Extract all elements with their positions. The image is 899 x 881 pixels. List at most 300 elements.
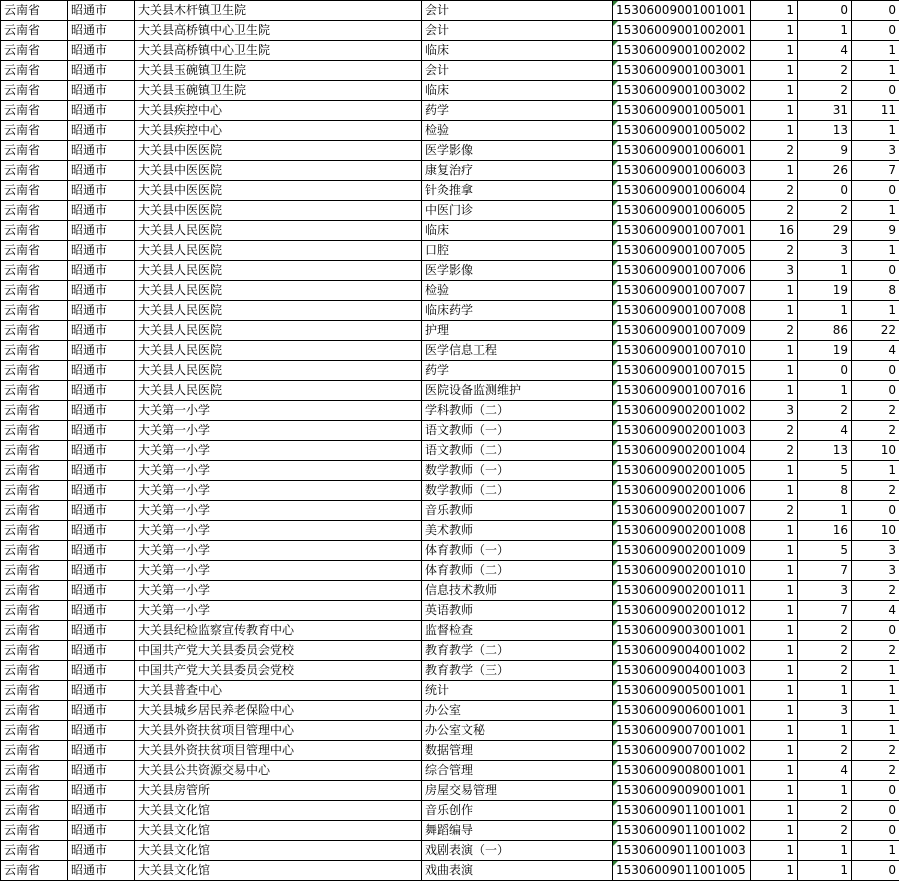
- paid-count-cell[interactable]: 2: [852, 401, 899, 421]
- position-code-cell[interactable]: 15306009009001001: [613, 781, 751, 801]
- quota-cell[interactable]: 2: [751, 181, 798, 201]
- position-code-cell[interactable]: 15306009007001002: [613, 741, 751, 761]
- paid-count-cell[interactable]: 11: [852, 101, 899, 121]
- position-code-cell[interactable]: 15306009011001005: [613, 861, 751, 881]
- quota-cell[interactable]: 2: [751, 441, 798, 461]
- applicants-cell[interactable]: 2: [798, 201, 852, 221]
- province-cell[interactable]: 云南省: [1, 181, 68, 201]
- applicants-cell[interactable]: 1: [798, 381, 852, 401]
- province-cell[interactable]: 云南省: [1, 481, 68, 501]
- position-code-cell[interactable]: 15306009008001001: [613, 761, 751, 781]
- applicants-cell[interactable]: 1: [798, 721, 852, 741]
- position-cell[interactable]: 舞蹈编导: [422, 821, 613, 841]
- position-code-cell[interactable]: 15306009011001003: [613, 841, 751, 861]
- province-cell[interactable]: 云南省: [1, 41, 68, 61]
- quota-cell[interactable]: 1: [751, 461, 798, 481]
- position-code-cell[interactable]: 15306009002001002: [613, 401, 751, 421]
- applicants-cell[interactable]: 13: [798, 121, 852, 141]
- province-cell[interactable]: 云南省: [1, 281, 68, 301]
- city-cell[interactable]: 昭通市: [68, 61, 135, 81]
- quota-cell[interactable]: 1: [751, 781, 798, 801]
- position-cell[interactable]: 检验: [422, 121, 613, 141]
- province-cell[interactable]: 云南省: [1, 461, 68, 481]
- city-cell[interactable]: 昭通市: [68, 861, 135, 881]
- position-code-cell[interactable]: 15306009004001002: [613, 641, 751, 661]
- unit-name-cell[interactable]: 大关第一小学: [135, 501, 422, 521]
- city-cell[interactable]: 昭通市: [68, 401, 135, 421]
- province-cell[interactable]: 云南省: [1, 641, 68, 661]
- quota-cell[interactable]: 2: [751, 421, 798, 441]
- position-cell[interactable]: 医学影像: [422, 261, 613, 281]
- quota-cell[interactable]: 1: [751, 761, 798, 781]
- position-cell[interactable]: 医学信息工程: [422, 341, 613, 361]
- city-cell[interactable]: 昭通市: [68, 761, 135, 781]
- position-code-cell[interactable]: 15306009002001006: [613, 481, 751, 501]
- applicants-cell[interactable]: 0: [798, 1, 852, 21]
- province-cell[interactable]: 云南省: [1, 161, 68, 181]
- paid-count-cell[interactable]: 2: [852, 481, 899, 501]
- city-cell[interactable]: 昭通市: [68, 381, 135, 401]
- applicants-cell[interactable]: 0: [798, 181, 852, 201]
- applicants-cell[interactable]: 2: [798, 741, 852, 761]
- position-code-cell[interactable]: 15306009001007009: [613, 321, 751, 341]
- paid-count-cell[interactable]: 4: [852, 341, 899, 361]
- position-cell[interactable]: 数学教师（一）: [422, 461, 613, 481]
- paid-count-cell[interactable]: 0: [852, 1, 899, 21]
- position-code-cell[interactable]: 15306009011001001: [613, 801, 751, 821]
- quota-cell[interactable]: 1: [751, 61, 798, 81]
- quota-cell[interactable]: 1: [751, 541, 798, 561]
- position-cell[interactable]: 会计: [422, 1, 613, 21]
- quota-cell[interactable]: 2: [751, 321, 798, 341]
- city-cell[interactable]: 昭通市: [68, 121, 135, 141]
- city-cell[interactable]: 昭通市: [68, 481, 135, 501]
- quota-cell[interactable]: 1: [751, 841, 798, 861]
- position-cell[interactable]: 医院设备监测维护: [422, 381, 613, 401]
- position-cell[interactable]: 监督检查: [422, 621, 613, 641]
- province-cell[interactable]: 云南省: [1, 441, 68, 461]
- quota-cell[interactable]: 2: [751, 501, 798, 521]
- paid-count-cell[interactable]: 1: [852, 721, 899, 741]
- applicants-cell[interactable]: 13: [798, 441, 852, 461]
- province-cell[interactable]: 云南省: [1, 321, 68, 341]
- quota-cell[interactable]: 2: [751, 141, 798, 161]
- position-code-cell[interactable]: 15306009003001001: [613, 621, 751, 641]
- quota-cell[interactable]: 1: [751, 561, 798, 581]
- applicants-cell[interactable]: 29: [798, 221, 852, 241]
- position-cell[interactable]: 数学教师（二）: [422, 481, 613, 501]
- province-cell[interactable]: 云南省: [1, 821, 68, 841]
- paid-count-cell[interactable]: 2: [852, 581, 899, 601]
- paid-count-cell[interactable]: 1: [852, 301, 899, 321]
- position-code-cell[interactable]: 15306009001006005: [613, 201, 751, 221]
- unit-name-cell[interactable]: 大关县高桥镇中心卫生院: [135, 41, 422, 61]
- applicants-cell[interactable]: 2: [798, 661, 852, 681]
- city-cell[interactable]: 昭通市: [68, 581, 135, 601]
- paid-count-cell[interactable]: 0: [852, 381, 899, 401]
- unit-name-cell[interactable]: 大关县人民医院: [135, 261, 422, 281]
- position-cell[interactable]: 口腔: [422, 241, 613, 261]
- unit-name-cell[interactable]: 中国共产党大关县委员会党校: [135, 661, 422, 681]
- unit-name-cell[interactable]: 大关县中医医院: [135, 201, 422, 221]
- quota-cell[interactable]: 1: [751, 1, 798, 21]
- paid-count-cell[interactable]: 0: [852, 801, 899, 821]
- position-code-cell[interactable]: 15306009004001003: [613, 661, 751, 681]
- position-code-cell[interactable]: 15306009002001003: [613, 421, 751, 441]
- paid-count-cell[interactable]: 1: [852, 681, 899, 701]
- position-cell[interactable]: 统计: [422, 681, 613, 701]
- position-code-cell[interactable]: 15306009001003002: [613, 81, 751, 101]
- unit-name-cell[interactable]: 大关县人民医院: [135, 361, 422, 381]
- position-cell[interactable]: 体育教师（一）: [422, 541, 613, 561]
- quota-cell[interactable]: 1: [751, 161, 798, 181]
- city-cell[interactable]: 昭通市: [68, 681, 135, 701]
- position-code-cell[interactable]: 15306009011001002: [613, 821, 751, 841]
- paid-count-cell[interactable]: 3: [852, 541, 899, 561]
- province-cell[interactable]: 云南省: [1, 101, 68, 121]
- applicants-cell[interactable]: 4: [798, 761, 852, 781]
- position-cell[interactable]: 医学影像: [422, 141, 613, 161]
- quota-cell[interactable]: 1: [751, 801, 798, 821]
- quota-cell[interactable]: 2: [751, 241, 798, 261]
- quota-cell[interactable]: 1: [751, 581, 798, 601]
- position-code-cell[interactable]: 15306009001002001: [613, 21, 751, 41]
- city-cell[interactable]: 昭通市: [68, 101, 135, 121]
- paid-count-cell[interactable]: 2: [852, 421, 899, 441]
- unit-name-cell[interactable]: 大关县外资扶贫项目管理中心: [135, 741, 422, 761]
- unit-name-cell[interactable]: 大关县文化馆: [135, 861, 422, 881]
- quota-cell[interactable]: 1: [751, 601, 798, 621]
- position-code-cell[interactable]: 15306009001005001: [613, 101, 751, 121]
- paid-count-cell[interactable]: 3: [852, 561, 899, 581]
- applicants-cell[interactable]: 4: [798, 41, 852, 61]
- quota-cell[interactable]: 1: [751, 41, 798, 61]
- unit-name-cell[interactable]: 大关县中医医院: [135, 181, 422, 201]
- position-cell[interactable]: 学科教师（二）: [422, 401, 613, 421]
- province-cell[interactable]: 云南省: [1, 561, 68, 581]
- paid-count-cell[interactable]: 1: [852, 841, 899, 861]
- paid-count-cell[interactable]: 0: [852, 621, 899, 641]
- province-cell[interactable]: 云南省: [1, 741, 68, 761]
- unit-name-cell[interactable]: 大关县疾控中心: [135, 121, 422, 141]
- paid-count-cell[interactable]: 0: [852, 181, 899, 201]
- quota-cell[interactable]: 1: [751, 81, 798, 101]
- applicants-cell[interactable]: 19: [798, 281, 852, 301]
- quota-cell[interactable]: 1: [751, 341, 798, 361]
- city-cell[interactable]: 昭通市: [68, 141, 135, 161]
- position-code-cell[interactable]: 15306009002001005: [613, 461, 751, 481]
- paid-count-cell[interactable]: 0: [852, 861, 899, 881]
- province-cell[interactable]: 云南省: [1, 801, 68, 821]
- city-cell[interactable]: 昭通市: [68, 461, 135, 481]
- unit-name-cell[interactable]: 大关第一小学: [135, 421, 422, 441]
- paid-count-cell[interactable]: 9: [852, 221, 899, 241]
- paid-count-cell[interactable]: 1: [852, 461, 899, 481]
- position-cell[interactable]: 护理: [422, 321, 613, 341]
- unit-name-cell[interactable]: 大关县城乡居民养老保险中心: [135, 701, 422, 721]
- unit-name-cell[interactable]: 大关县疾控中心: [135, 101, 422, 121]
- paid-count-cell[interactable]: 1: [852, 121, 899, 141]
- applicants-cell[interactable]: 7: [798, 561, 852, 581]
- paid-count-cell[interactable]: 3: [852, 141, 899, 161]
- paid-count-cell[interactable]: 0: [852, 781, 899, 801]
- applicants-cell[interactable]: 8: [798, 481, 852, 501]
- position-code-cell[interactable]: 15306009001007008: [613, 301, 751, 321]
- province-cell[interactable]: 云南省: [1, 21, 68, 41]
- city-cell[interactable]: 昭通市: [68, 521, 135, 541]
- unit-name-cell[interactable]: 大关县纪检监察宣传教育中心: [135, 621, 422, 641]
- paid-count-cell[interactable]: 0: [852, 21, 899, 41]
- applicants-cell[interactable]: 1: [798, 841, 852, 861]
- applicants-cell[interactable]: 16: [798, 521, 852, 541]
- province-cell[interactable]: 云南省: [1, 381, 68, 401]
- paid-count-cell[interactable]: 1: [852, 61, 899, 81]
- position-cell[interactable]: 临床: [422, 221, 613, 241]
- position-code-cell[interactable]: 15306009001006001: [613, 141, 751, 161]
- position-code-cell[interactable]: 15306009002001011: [613, 581, 751, 601]
- paid-count-cell[interactable]: 1: [852, 241, 899, 261]
- paid-count-cell[interactable]: 1: [852, 701, 899, 721]
- quota-cell[interactable]: 1: [751, 821, 798, 841]
- applicants-cell[interactable]: 2: [798, 61, 852, 81]
- applicants-cell[interactable]: 1: [798, 501, 852, 521]
- paid-count-cell[interactable]: 2: [852, 761, 899, 781]
- paid-count-cell[interactable]: 22: [852, 321, 899, 341]
- province-cell[interactable]: 云南省: [1, 621, 68, 641]
- position-code-cell[interactable]: 15306009001007006: [613, 261, 751, 281]
- position-cell[interactable]: 教育教学（二）: [422, 641, 613, 661]
- applicants-cell[interactable]: 5: [798, 461, 852, 481]
- unit-name-cell[interactable]: 大关县普查中心: [135, 681, 422, 701]
- position-cell[interactable]: 戏剧表演（一）: [422, 841, 613, 861]
- position-code-cell[interactable]: 15306009001007007: [613, 281, 751, 301]
- paid-count-cell[interactable]: 10: [852, 521, 899, 541]
- position-cell[interactable]: 临床: [422, 41, 613, 61]
- quota-cell[interactable]: 16: [751, 221, 798, 241]
- city-cell[interactable]: 昭通市: [68, 441, 135, 461]
- city-cell[interactable]: 昭通市: [68, 741, 135, 761]
- quota-cell[interactable]: 1: [751, 301, 798, 321]
- province-cell[interactable]: 云南省: [1, 141, 68, 161]
- unit-name-cell[interactable]: 大关第一小学: [135, 581, 422, 601]
- city-cell[interactable]: 昭通市: [68, 181, 135, 201]
- city-cell[interactable]: 昭通市: [68, 1, 135, 21]
- quota-cell[interactable]: 1: [751, 521, 798, 541]
- paid-count-cell[interactable]: 0: [852, 361, 899, 381]
- city-cell[interactable]: 昭通市: [68, 221, 135, 241]
- position-cell[interactable]: 戏曲表演: [422, 861, 613, 881]
- quota-cell[interactable]: 3: [751, 401, 798, 421]
- paid-count-cell[interactable]: 2: [852, 741, 899, 761]
- unit-name-cell[interactable]: 大关第一小学: [135, 601, 422, 621]
- position-cell[interactable]: 针灸推拿: [422, 181, 613, 201]
- unit-name-cell[interactable]: 中国共产党大关县委员会党校: [135, 641, 422, 661]
- province-cell[interactable]: 云南省: [1, 701, 68, 721]
- quota-cell[interactable]: 1: [751, 281, 798, 301]
- position-code-cell[interactable]: 15306009001007001: [613, 221, 751, 241]
- applicants-cell[interactable]: 5: [798, 541, 852, 561]
- unit-name-cell[interactable]: 大关县人民医院: [135, 321, 422, 341]
- paid-count-cell[interactable]: 1: [852, 661, 899, 681]
- unit-name-cell[interactable]: 大关县房管所: [135, 781, 422, 801]
- position-code-cell[interactable]: 15306009001002002: [613, 41, 751, 61]
- unit-name-cell[interactable]: 大关第一小学: [135, 521, 422, 541]
- applicants-cell[interactable]: 26: [798, 161, 852, 181]
- unit-name-cell[interactable]: 大关县人民医院: [135, 281, 422, 301]
- position-code-cell[interactable]: 15306009005001001: [613, 681, 751, 701]
- position-cell[interactable]: 会计: [422, 21, 613, 41]
- position-code-cell[interactable]: 15306009001007010: [613, 341, 751, 361]
- unit-name-cell[interactable]: 大关县玉碗镇卫生院: [135, 81, 422, 101]
- applicants-cell[interactable]: 2: [798, 801, 852, 821]
- position-cell[interactable]: 检验: [422, 281, 613, 301]
- province-cell[interactable]: 云南省: [1, 241, 68, 261]
- applicants-cell[interactable]: 2: [798, 81, 852, 101]
- unit-name-cell[interactable]: 大关县人民医院: [135, 341, 422, 361]
- position-code-cell[interactable]: 15306009001006004: [613, 181, 751, 201]
- unit-name-cell[interactable]: 大关县人民医院: [135, 381, 422, 401]
- position-cell[interactable]: 语文教师（二）: [422, 441, 613, 461]
- position-code-cell[interactable]: 15306009002001008: [613, 521, 751, 541]
- quota-cell[interactable]: 1: [751, 361, 798, 381]
- city-cell[interactable]: 昭通市: [68, 161, 135, 181]
- province-cell[interactable]: 云南省: [1, 81, 68, 101]
- city-cell[interactable]: 昭通市: [68, 301, 135, 321]
- province-cell[interactable]: 云南省: [1, 541, 68, 561]
- unit-name-cell[interactable]: 大关县文化馆: [135, 801, 422, 821]
- position-cell[interactable]: 会计: [422, 61, 613, 81]
- city-cell[interactable]: 昭通市: [68, 361, 135, 381]
- province-cell[interactable]: 云南省: [1, 301, 68, 321]
- unit-name-cell[interactable]: 大关县人民医院: [135, 221, 422, 241]
- applicants-cell[interactable]: 1: [798, 681, 852, 701]
- quota-cell[interactable]: 1: [751, 641, 798, 661]
- unit-name-cell[interactable]: 大关第一小学: [135, 561, 422, 581]
- province-cell[interactable]: 云南省: [1, 221, 68, 241]
- city-cell[interactable]: 昭通市: [68, 621, 135, 641]
- province-cell[interactable]: 云南省: [1, 401, 68, 421]
- position-cell[interactable]: 药学: [422, 101, 613, 121]
- province-cell[interactable]: 云南省: [1, 261, 68, 281]
- applicants-cell[interactable]: 2: [798, 401, 852, 421]
- unit-name-cell[interactable]: 大关县中医医院: [135, 161, 422, 181]
- province-cell[interactable]: 云南省: [1, 201, 68, 221]
- city-cell[interactable]: 昭通市: [68, 821, 135, 841]
- city-cell[interactable]: 昭通市: [68, 701, 135, 721]
- city-cell[interactable]: 昭通市: [68, 321, 135, 341]
- position-code-cell[interactable]: 15306009007001001: [613, 721, 751, 741]
- position-cell[interactable]: 音乐创作: [422, 801, 613, 821]
- position-code-cell[interactable]: 15306009006001001: [613, 701, 751, 721]
- applicants-cell[interactable]: 3: [798, 581, 852, 601]
- province-cell[interactable]: 云南省: [1, 721, 68, 741]
- position-cell[interactable]: 教育教学（三）: [422, 661, 613, 681]
- unit-name-cell[interactable]: 大关县人民医院: [135, 301, 422, 321]
- province-cell[interactable]: 云南省: [1, 581, 68, 601]
- city-cell[interactable]: 昭通市: [68, 81, 135, 101]
- quota-cell[interactable]: 1: [751, 121, 798, 141]
- province-cell[interactable]: 云南省: [1, 341, 68, 361]
- applicants-cell[interactable]: 2: [798, 621, 852, 641]
- applicants-cell[interactable]: 9: [798, 141, 852, 161]
- position-code-cell[interactable]: 15306009001007016: [613, 381, 751, 401]
- province-cell[interactable]: 云南省: [1, 61, 68, 81]
- position-cell[interactable]: 办公室文秘: [422, 721, 613, 741]
- position-cell[interactable]: 临床: [422, 81, 613, 101]
- position-code-cell[interactable]: 15306009001006003: [613, 161, 751, 181]
- paid-count-cell[interactable]: 10: [852, 441, 899, 461]
- paid-count-cell[interactable]: 7: [852, 161, 899, 181]
- applicants-cell[interactable]: 1: [798, 861, 852, 881]
- position-code-cell[interactable]: 15306009002001010: [613, 561, 751, 581]
- province-cell[interactable]: 云南省: [1, 501, 68, 521]
- paid-count-cell[interactable]: 2: [852, 641, 899, 661]
- city-cell[interactable]: 昭通市: [68, 501, 135, 521]
- city-cell[interactable]: 昭通市: [68, 661, 135, 681]
- position-code-cell[interactable]: 15306009002001004: [613, 441, 751, 461]
- position-code-cell[interactable]: 15306009001003001: [613, 61, 751, 81]
- quota-cell[interactable]: 1: [751, 621, 798, 641]
- quota-cell[interactable]: 1: [751, 481, 798, 501]
- applicants-cell[interactable]: 31: [798, 101, 852, 121]
- paid-count-cell[interactable]: 1: [852, 201, 899, 221]
- position-code-cell[interactable]: 15306009002001009: [613, 541, 751, 561]
- unit-name-cell[interactable]: 大关县公共资源交易中心: [135, 761, 422, 781]
- city-cell[interactable]: 昭通市: [68, 841, 135, 861]
- quota-cell[interactable]: 2: [751, 201, 798, 221]
- city-cell[interactable]: 昭通市: [68, 261, 135, 281]
- city-cell[interactable]: 昭通市: [68, 281, 135, 301]
- applicants-cell[interactable]: 1: [798, 781, 852, 801]
- city-cell[interactable]: 昭通市: [68, 601, 135, 621]
- unit-name-cell[interactable]: 大关第一小学: [135, 441, 422, 461]
- unit-name-cell[interactable]: 大关县外资扶贫项目管理中心: [135, 721, 422, 741]
- paid-count-cell[interactable]: 0: [852, 821, 899, 841]
- quota-cell[interactable]: 1: [751, 681, 798, 701]
- applicants-cell[interactable]: 1: [798, 261, 852, 281]
- unit-name-cell[interactable]: 大关第一小学: [135, 541, 422, 561]
- province-cell[interactable]: 云南省: [1, 601, 68, 621]
- paid-count-cell[interactable]: 0: [852, 501, 899, 521]
- unit-name-cell[interactable]: 大关县人民医院: [135, 241, 422, 261]
- quota-cell[interactable]: 1: [751, 861, 798, 881]
- position-cell[interactable]: 语文教师（一）: [422, 421, 613, 441]
- province-cell[interactable]: 云南省: [1, 361, 68, 381]
- applicants-cell[interactable]: 2: [798, 641, 852, 661]
- unit-name-cell[interactable]: 大关县高桥镇中心卫生院: [135, 21, 422, 41]
- unit-name-cell[interactable]: 大关县玉碗镇卫生院: [135, 61, 422, 81]
- unit-name-cell[interactable]: 大关第一小学: [135, 401, 422, 421]
- unit-name-cell[interactable]: 大关第一小学: [135, 481, 422, 501]
- quota-cell[interactable]: 1: [751, 21, 798, 41]
- applicants-cell[interactable]: 3: [798, 701, 852, 721]
- position-code-cell[interactable]: 15306009002001007: [613, 501, 751, 521]
- position-cell[interactable]: 临床药学: [422, 301, 613, 321]
- applicants-cell[interactable]: 7: [798, 601, 852, 621]
- applicants-cell[interactable]: 2: [798, 821, 852, 841]
- province-cell[interactable]: 云南省: [1, 121, 68, 141]
- quota-cell[interactable]: 3: [751, 261, 798, 281]
- position-code-cell[interactable]: 15306009002001012: [613, 601, 751, 621]
- quota-cell[interactable]: 1: [751, 381, 798, 401]
- paid-count-cell[interactable]: 4: [852, 601, 899, 621]
- paid-count-cell[interactable]: 8: [852, 281, 899, 301]
- province-cell[interactable]: 云南省: [1, 781, 68, 801]
- city-cell[interactable]: 昭通市: [68, 561, 135, 581]
- position-code-cell[interactable]: 15306009001005002: [613, 121, 751, 141]
- quota-cell[interactable]: 1: [751, 101, 798, 121]
- position-cell[interactable]: 英语教师: [422, 601, 613, 621]
